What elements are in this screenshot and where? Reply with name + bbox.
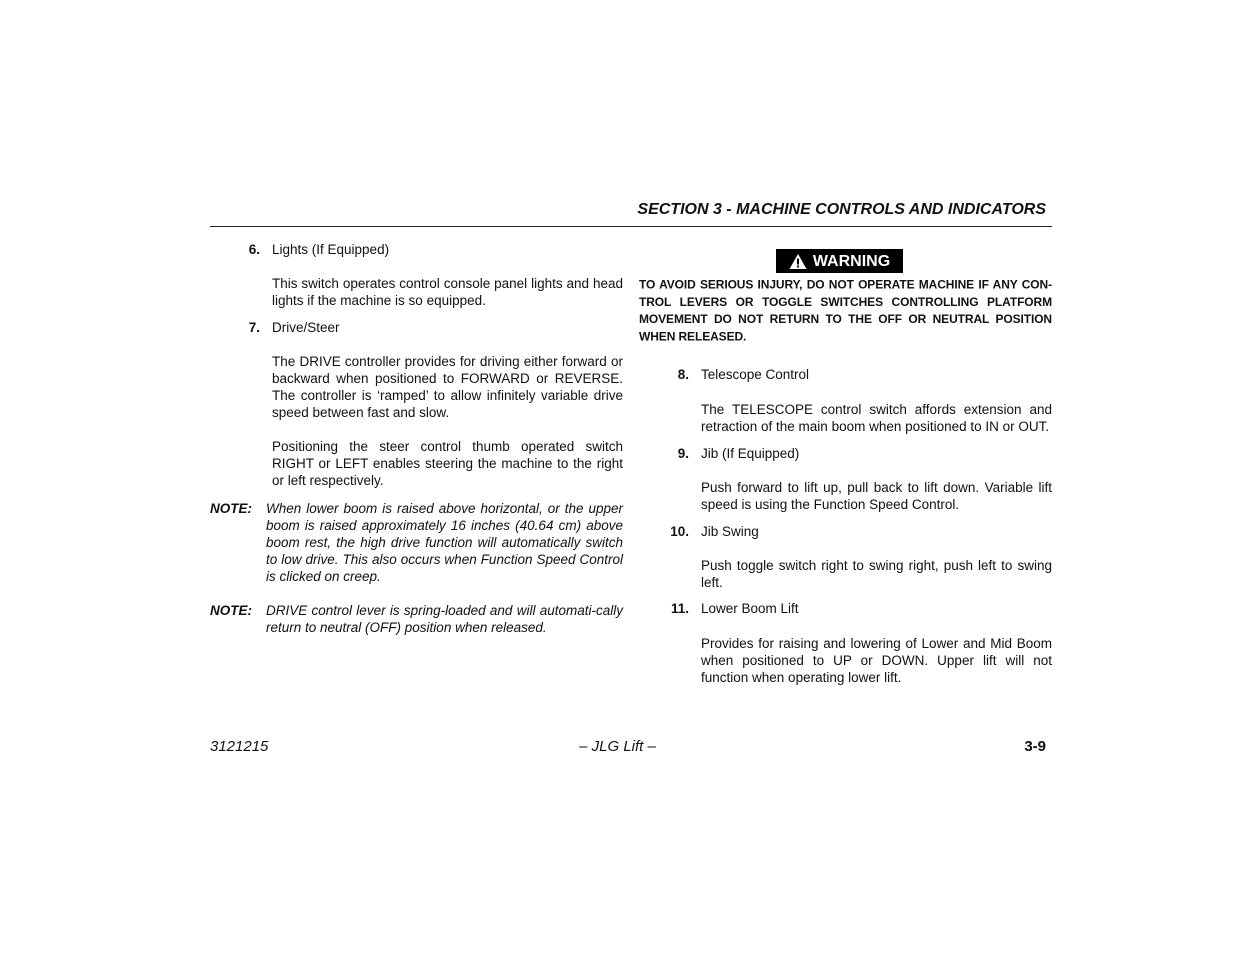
note-label: NOTE: — [210, 603, 252, 618]
item-paragraph: The DRIVE controller provides for driving either forward or backward when positioned to FORWARD or REVERSE. The controller is ‘ramped’ to allow infinitely variable drive speed between fast and slow. — [272, 354, 623, 420]
item-paragraph: The TELESCOPE control switch affords extension and retraction of the main boom when positioned to IN or OUT. — [701, 402, 1052, 434]
list-item-telescope — [639, 366, 1052, 435]
item-title: Jib Swing — [701, 524, 759, 539]
list-item-jib — [639, 445, 1052, 513]
warning-text: TO AVOID SERIOUS INJURY, DO NOT OPERATE MACHINE IF ANY CON-TROL LEVERS OR TOGGLE SWITCHES CONTROLLING PLATFORM MOVEMENT DO NOT RETURN TO THE OFF OR NEUTRAL POSITION WHEN RELEASED. — [639, 277, 1052, 344]
list-item-lights — [210, 241, 623, 309]
item-number: 9. — [677, 446, 689, 461]
left-column — [210, 241, 623, 636]
item-paragraph: Provides for raising and lowering of Lower and Mid Boom when positioned to UP or DOWN. Upper lift will not function when operating lower lift. — [701, 636, 1052, 685]
right-column — [639, 249, 1052, 686]
warning-label: WARNING — [812, 252, 891, 270]
item-paragraph: This switch operates control console panel lights and head lights if the machine is so equipped. — [272, 276, 623, 308]
note-text: DRIVE control lever is spring-loaded and will automati-cally return to neutral (OFF) position when released. — [266, 603, 623, 635]
list-item-drive-steer — [210, 319, 623, 489]
item-number: 7. — [248, 320, 260, 335]
note-label: NOTE: — [210, 501, 252, 516]
section-title: SECTION 3 - MACHINE CONTROLS AND INDICATORS — [637, 201, 1046, 218]
item-paragraph: Push toggle switch right to swing right, push left to swing left. — [701, 558, 1052, 590]
item-paragraph: Positioning the steer control thumb operated switch RIGHT or LEFT enables steering the machine to the right or left respectively. — [272, 439, 623, 488]
list-item-jib-swing — [639, 523, 1052, 591]
item-number: 8. — [677, 367, 689, 382]
footer-page-number: 3-9 — [1024, 738, 1046, 755]
item-number: 6. — [248, 242, 260, 257]
item-number: 10. — [670, 524, 689, 539]
list-item-lower-boom-lift — [639, 600, 1052, 686]
item-title: Jib (If Equipped) — [701, 446, 800, 461]
header-rule — [210, 226, 1052, 227]
warning-badge — [776, 249, 903, 273]
warning-triangle-icon — [789, 253, 807, 270]
item-number: 11. — [670, 601, 689, 616]
note-drive-lever — [210, 602, 623, 636]
note-lower-boom — [210, 500, 623, 585]
item-paragraph: Push forward to lift up, pull back to lift down. Variable lift speed is using the Function Speed Control. — [701, 480, 1052, 512]
item-title: Lower Boom Lift — [701, 601, 799, 616]
note-text: When lower boom is raised above horizontal, or the upper boom is raised approximately 16 inches (40.64 cm) above boom rest, the high drive function will automatically switch to low drive. This also occurs when Function Speed Control is clicked on creep. — [266, 501, 623, 584]
footer-doc-number: 3121215 — [210, 738, 269, 755]
item-title: Telescope Control — [701, 367, 810, 382]
footer-center-label: – JLG Lift – — [579, 738, 656, 755]
item-title: Lights (If Equipped) — [272, 242, 390, 257]
item-title: Drive/Steer — [272, 320, 340, 335]
